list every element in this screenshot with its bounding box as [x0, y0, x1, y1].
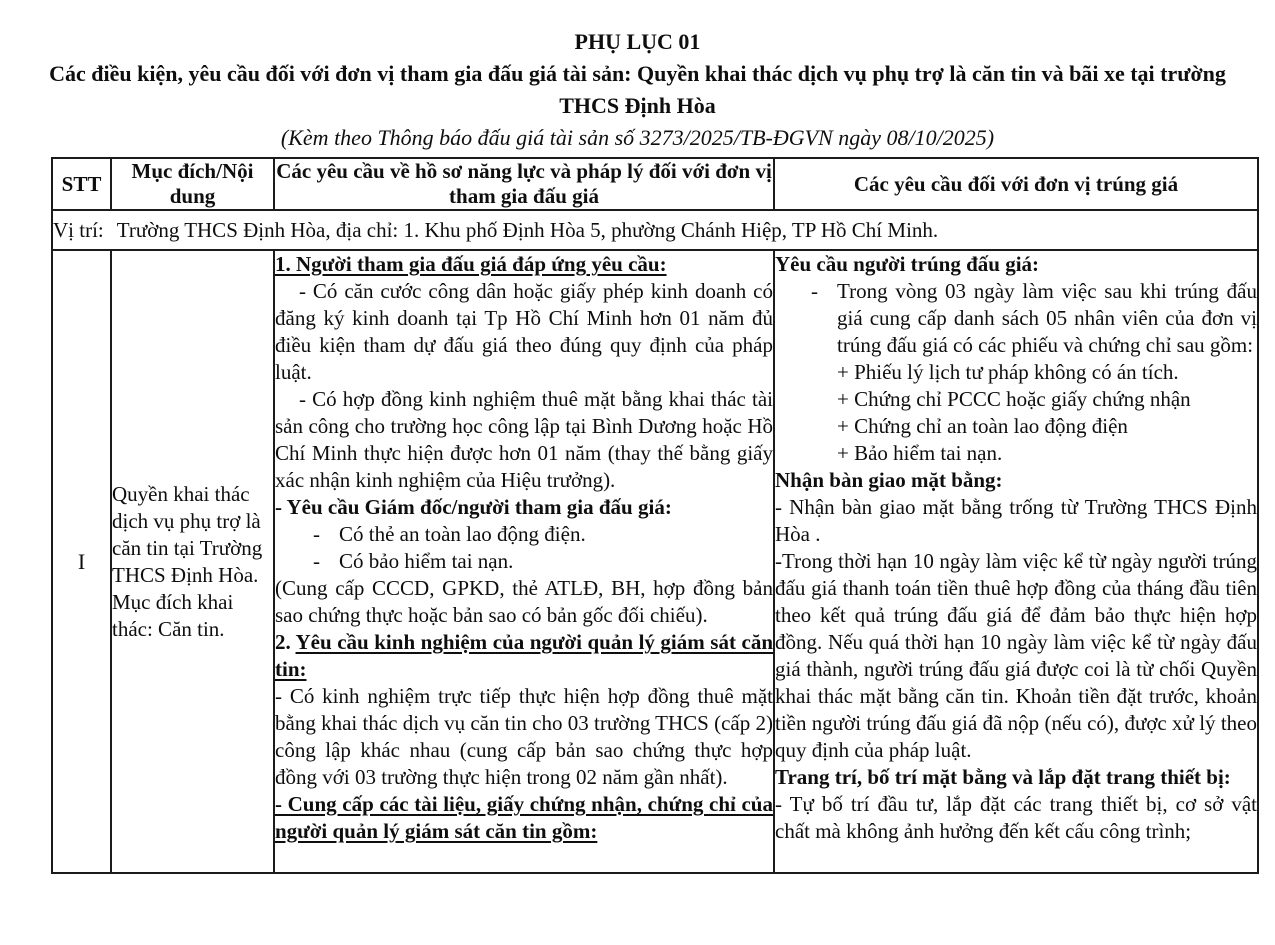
- winner-heading-3: Trang trí, bố trí mặt bằng và lắp đặt trang thiết bị:: [775, 765, 1231, 789]
- participant-req-id: - Có căn cước công dân hoặc giấy phép kinh doanh có đăng ký kinh doanh tại Tp Hồ Chí Minh hơn 01 năm đủ điều kiện tham dự đấu giá theo đúng quy định của pháp luật.: [275, 279, 773, 384]
- director-requirements-heading: - Yêu cầu Giám đốc/người tham gia đấu giá:: [275, 495, 672, 519]
- winner-requirements-cell: [774, 250, 1258, 873]
- heading-2-number: 2.: [275, 630, 291, 654]
- heading-2-text: Yêu cầu kinh nghiệm của người quản lý giám sát căn tin:: [275, 630, 773, 681]
- manager-experience-req: - Có kinh nghiệm trực tiếp thực hiện hợp đồng thuê mặt bằng khai thác dịch vụ căn tin cho 03 trường THCS (cấp 2) công lập khác nhau (cung cấp bản sao chứng thực hợp đồng với 03 trường thực hiện trong 02 năm gần nhất).: [275, 684, 773, 789]
- col-header-stt: STT: [52, 158, 111, 210]
- col-header-participant-requirements: Các yêu cầu về hồ sơ năng lực và pháp lý đối với đơn vị tham gia đấu giá: [274, 158, 774, 210]
- dash-bullet: -: [313, 522, 320, 546]
- participant-documents-note: (Cung cấp CCCD, GPKD, thẻ ATLĐ, BH, hợp đồng bản sao chứng thực hoặc bản sao có bản gốc đối chiếu).: [275, 576, 773, 627]
- requirements-table: [51, 157, 1259, 874]
- location-cell: [52, 210, 1258, 250]
- purpose-line-2: Mục đích khai thác: Căn tin.: [112, 589, 234, 641]
- director-req-insurance: - Có bảo hiểm tai nạn.: [313, 549, 514, 573]
- purpose-line-1: Quyền khai thác dịch vụ phụ trợ là căn tin tại Trường THCS Định Hòa.: [112, 481, 263, 587]
- row-stt-cell: I: [52, 250, 111, 873]
- attachment-note: (Kèm theo Thông báo đấu giá tài sản số 3273/2025/TB-ĐGVN ngày 08/10/2025): [280, 125, 995, 150]
- page-title: PHỤ LỤC 01: [574, 29, 701, 54]
- page-subtitle: Các điều kiện, yêu cầu đối với đơn vị tham gia đấu giá tài sản: Quyền khai thác dịch vụ phụ trợ là căn tin và bãi xe tại trường: [49, 61, 1226, 86]
- dash-bullet: -: [811, 279, 818, 303]
- participant-heading-2: [275, 629, 773, 683]
- participant-req-experience: - Có hợp đồng kinh nghiệm thuê mặt bằng khai thác tài sản công cho trường học công lập tại Bình Dương hoặc Hồ Chí Minh thực hiện được hơn 01 năm (thay thế bằng giấy xác nhận kinh nghiệm của Hiệu trưởng).: [275, 387, 773, 492]
- page-subtitle-school: THCS Định Hòa: [559, 93, 716, 118]
- staff-cert-accident-insurance: + Bảo hiểm tai nạn.: [837, 441, 1003, 465]
- col-header-purpose: Mục đích/Nội dung: [111, 158, 274, 210]
- director-req-safety-card: - Có thẻ an toàn lao động điện.: [313, 522, 586, 546]
- location-row: [52, 210, 1258, 250]
- participant-requirements-cell: [274, 250, 774, 873]
- handover-payment-terms: -Trong thời hạn 10 ngày làm việc kể từ ngày người trúng đấu giá thanh toán tiền thuê hợp đồng của tháng đầu tiên theo kết quả trúng đấu giá để đảm bảo thực hiện hợp đồng. Nếu quá thời hạn 10 ngày làm việc kể từ ngày đấu giá thành, người trúng đấu giá được coi là từ chối Quyền khai thác mặt bằng căn tin. Khoản tiền đặt trước, khoản tiền người trúng đấu giá đã nộp (nếu có), được xử lý theo quy định của pháp luật.: [775, 549, 1257, 762]
- winner-heading-1: Yêu cầu người trúng đấu giá:: [775, 252, 1040, 276]
- asset-row: [52, 250, 1258, 873]
- participant-heading-3: - Cung cấp các tài liệu, giấy chứng nhận, chứng chỉ của người quản lý giám sát căn tin gồm:: [275, 792, 773, 843]
- staff-cert-electrical-safety: + Chứng chỉ an toàn lao động điện: [837, 414, 1128, 438]
- table-header-row: [52, 158, 1258, 210]
- staff-cert-fire-safety: + Chứng chỉ PCCC hoặc giấy chứng nhận: [837, 387, 1191, 411]
- location-label: Vị trí:: [53, 217, 104, 242]
- handover-empty-premises: - Nhận bàn giao mặt bằng trống từ Trường THCS Định Hòa .: [775, 495, 1257, 546]
- participant-heading-1: 1. Người tham gia đấu giá đáp ứng yêu cầu:: [275, 252, 667, 276]
- decor-equipment-req: - Tự bố trí đầu tư, lắp đặt các trang thiết bị, cơ sở vật chất mà không ảnh hưởng đến kết cấu công trình;: [775, 792, 1257, 843]
- purpose-cell: [111, 250, 274, 873]
- staff-cert-judicial-record: + Phiếu lý lịch tư pháp không có án tích.: [837, 360, 1179, 384]
- col-header-winner-requirements: Các yêu cầu đối với đơn vị trúng giá: [774, 158, 1258, 210]
- document-header: [0, 0, 1275, 154]
- location-value: Trường THCS Định Hòa, địa chỉ: 1. Khu phố Định Hòa 5, phường Chánh Hiệp, TP Hồ Chí Minh.: [116, 217, 939, 242]
- winner-heading-2: Nhận bàn giao mặt bằng:: [775, 468, 1003, 492]
- winner-staff-list-req: - Trong vòng 03 ngày làm việc sau khi trúng đấu giá cung cấp danh sách 05 nhân viên của đơn vị trúng đấu giá có các phiếu và chứng chỉ sau gồm:: [811, 279, 1257, 357]
- dash-bullet: -: [313, 549, 320, 573]
